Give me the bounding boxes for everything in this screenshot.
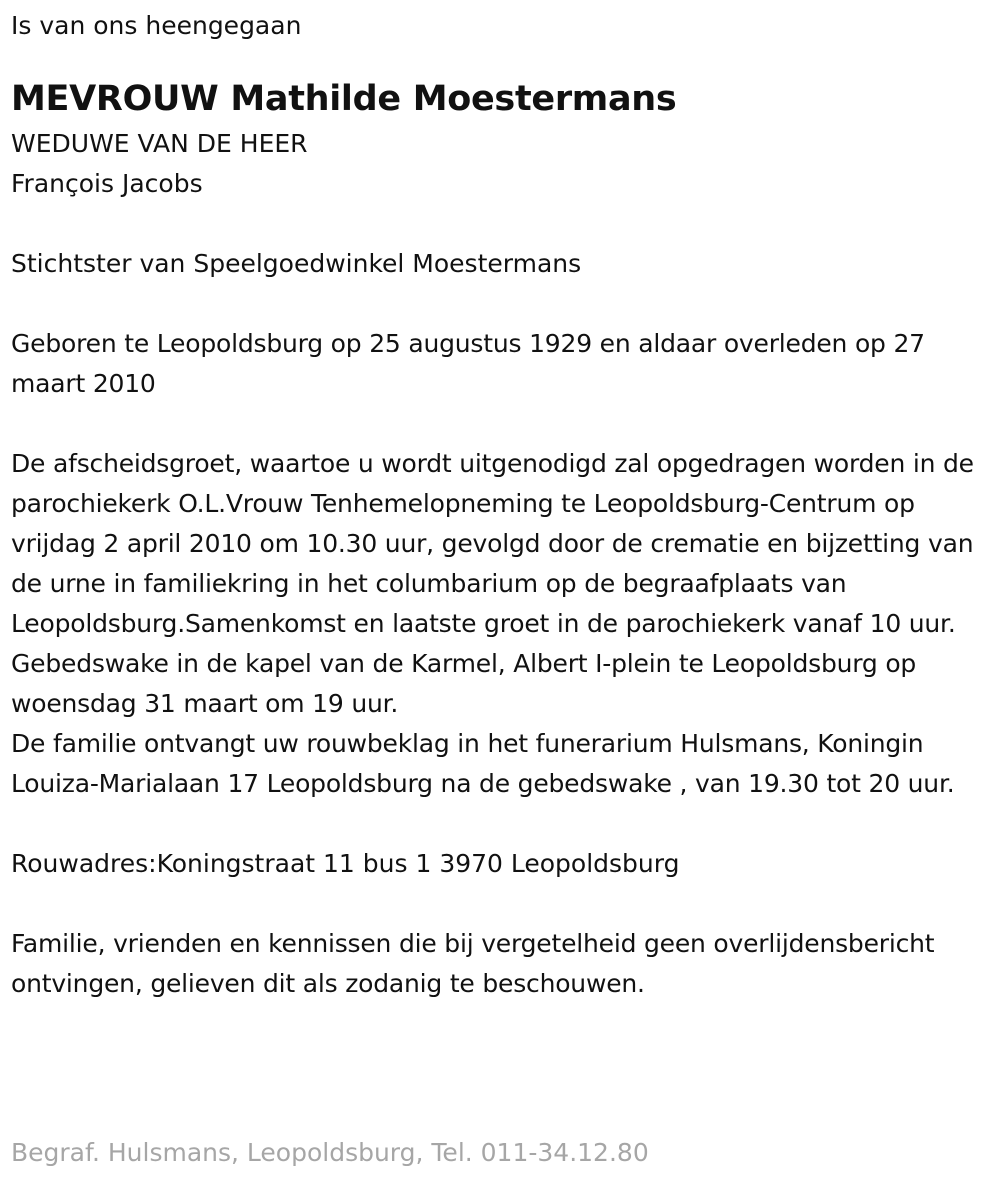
husband-name: François Jacobs — [11, 169, 203, 198]
mourning-address: Rouwadres:Koningstraat 11 bus 1 3970 Leopoldsburg — [11, 849, 680, 878]
widow-of-label: WEDUWE VAN DE HEER — [11, 129, 308, 158]
vigil-text: Gebedswake in de kapel van de Karmel, Albert I-plein te Leopoldsburg op woensdag 31 maart om 19 uur. — [11, 649, 917, 718]
closing-text: Familie, vrienden en kennissen die bij vergetelheid geen overlijdensbericht ontvingen, gelieven dit als zodanig te beschouwen. — [11, 929, 935, 998]
ceremony-text: De afscheidsgroet, waartoe u wordt uitgenodigd zal opgedragen worden in de parochiekerk O.L.Vrouw Tenhemelopneming te Leopoldsburg-Centrum op vrijdag 2 april 2010 om 10.30 uur, gevolgd door de crematie en bijzetting van de urne in familiekring in het columbarium op de begraafplaats van Leopoldsburg.Samenkomst en laatste groet in de parochiekerk vanaf 10 uur. — [11, 449, 974, 638]
funeral-home-footer: Begraf. Hulsmans, Leopoldsburg, Tel. 011-34.12.80 — [11, 1138, 649, 1167]
founder-text: Stichtster van Speelgoedwinkel Moestermans — [11, 249, 582, 278]
birth-death-text: Geboren te Leopoldsburg op 25 augustus 1929 en aldaar overleden op 27 maart 2010 — [11, 329, 925, 398]
deceased-name: MEVROUW Mathilde Moestermans — [11, 79, 677, 119]
intro-text: Is van ons heengegaan — [11, 11, 302, 40]
condolences-text: De familie ontvangt uw rouwbeklag in het funerarium Hulsmans, Koningin Louiza-Marialaan 17 Leopoldsburg na de gebedswake , van 19.30 tot 20 uur. — [11, 729, 955, 798]
